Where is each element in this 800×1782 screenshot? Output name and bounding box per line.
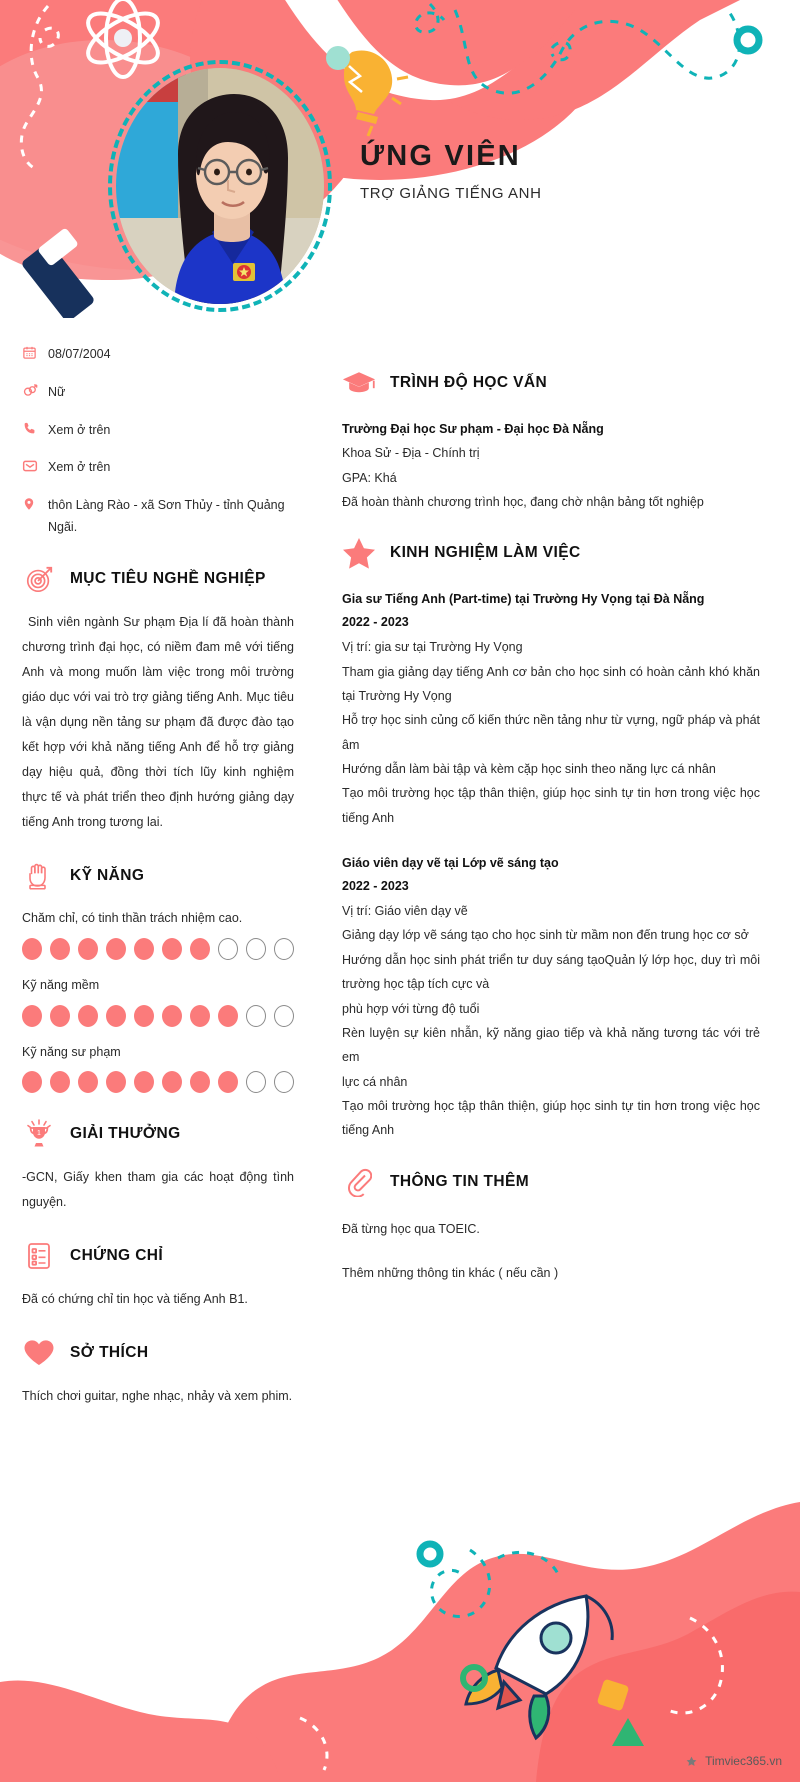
objective-text: Sinh viên ngành Sư phạm Địa lí đã hoàn thành chương trình đại học, có niềm đam mê với tiếng Anh và mong muốn làm việc trong môi trường giáo dục với vai trò trợ giảng tiếng Anh. Mục tiêu là vận dụng nền tảng sư phạm đã được đào tạo kết hợp với khả năng tiếng Anh để hỗ trợ giảng dạy hiệu quả, đồng thời tích lũy kinh nghiệm thực tế và phát triển theo định hướng giảng dạy tiếng Anh trong tương lai. — [22, 615, 294, 829]
experience-line: Vị trí: Giáo viên dạy vẽ — [342, 904, 468, 918]
awards-text: -GCN, Giấy khen tham gia các hoạt động tình nguyện. — [22, 1170, 294, 1210]
footer-teal-ring — [420, 1544, 440, 1564]
rating-dot-filled — [106, 938, 126, 960]
rating-dot-empty — [274, 938, 294, 960]
section-education-header — [342, 366, 760, 400]
rating-dot-filled — [22, 1071, 42, 1093]
experience-entry — [342, 588, 760, 830]
rating-dot-empty — [246, 1071, 266, 1093]
cv-body — [0, 318, 800, 1409]
rating-dot-filled — [22, 1005, 42, 1027]
contact-address-text: thôn Làng Rào - xã Sơn Thủy - tỉnh Quảng Ngãi. — [48, 498, 285, 534]
experience-line: Vị trí: gia sư tại Trường Hy Vọng — [342, 640, 523, 655]
dashed-swirl-left — [21, 6, 58, 168]
education-note: Đã hoàn thành chương trình học, đang chờ nhận bảng tốt nghiệp — [342, 494, 704, 509]
skill-rating — [22, 1071, 294, 1093]
section-experience-title: KINH NGHIỆM LÀM VIỆC — [390, 544, 581, 562]
experience-line: lực cá nhân — [342, 1074, 408, 1089]
rating-dot-filled — [190, 1005, 210, 1027]
rating-dot-filled — [162, 1005, 182, 1027]
experience-line: Tạo môi trường học tập thân thiện, giúp học sinh tự tin hơn trong việc học tiếng Anh — [342, 1099, 760, 1138]
experience-entry — [342, 852, 760, 1143]
experience-line: Hướng dẫn học sinh phát triển tư duy sáng tạoQuản lý lớp học, duy trì môi trường học tập tích cực và — [342, 952, 760, 992]
rating-dot-filled — [106, 1005, 126, 1027]
skill-item — [22, 974, 294, 1027]
certificates-text: Đã có chứng chỉ tin học và tiếng Anh B1. — [22, 1292, 248, 1307]
rating-dot-filled — [190, 1071, 210, 1093]
section-awards-title: GIẢI THƯỞNG — [70, 1125, 181, 1143]
calendar-icon — [22, 344, 48, 365]
experience-line: Giảng dạy lớp vẽ sáng tạo cho học sinh từ mầm non đến trung học cơ sở — [342, 928, 749, 943]
gender-icon — [22, 382, 48, 404]
rating-dot-filled — [134, 938, 154, 960]
rating-dot-filled — [162, 938, 182, 960]
target-icon — [22, 562, 56, 596]
section-certificates-title: CHỨNG CHỈ — [70, 1247, 164, 1265]
experience-line: Tham gia giảng dạy tiếng Anh cơ bản cho học sinh có hoàn cảnh khó khăn tại Trường Hy Vọng — [342, 664, 760, 703]
heart-icon — [22, 1336, 56, 1370]
education-entry — [342, 418, 760, 514]
skill-label: Chăm chỉ, có tinh thần trách nhiệm cao. — [22, 911, 243, 925]
education-gpa: GPA: Khá — [342, 470, 397, 485]
phone-icon — [22, 420, 48, 441]
rating-dot-filled — [218, 1005, 238, 1027]
experience-line: Hướng dẫn làm bài tập và kèm cặp học sinh theo năng lực cá nhân — [342, 762, 716, 776]
rating-dot-empty — [246, 1005, 266, 1027]
section-hobbies-title: SỞ THÍCH — [70, 1344, 149, 1362]
cv-footer — [0, 1382, 800, 1782]
right-column — [330, 318, 800, 1409]
additional-line-1: Đã từng học qua TOEIC. — [342, 1221, 480, 1236]
footer-decorations — [0, 1382, 800, 1782]
brand-icon — [685, 1755, 698, 1768]
education-school: Trường Đại học Sư phạm - Đại học Đà Nẵng — [342, 422, 604, 436]
rating-dot-filled — [134, 1071, 154, 1093]
rating-dot-filled — [162, 1071, 182, 1093]
skill-item — [22, 907, 294, 960]
rating-dot-empty — [218, 938, 238, 960]
rating-dot-empty — [246, 938, 266, 960]
footer-brand-text: Timviec365.vn — [705, 1754, 782, 1768]
contact-address — [22, 495, 294, 538]
section-certificates-header — [22, 1239, 294, 1273]
section-awards-header — [22, 1117, 294, 1151]
section-additional-title: THÔNG TIN THÊM — [390, 1172, 530, 1190]
experience-title: Gia sư Tiếng Anh (Part-time) tại Trường Hy Vọng tại Đà Nẵng — [342, 592, 705, 607]
rating-dot-filled — [22, 938, 42, 960]
experience-date: 2022 - 2023 — [342, 615, 409, 630]
contact-phone — [22, 420, 294, 442]
avatar — [108, 60, 332, 312]
section-objective-title: MỤC TIÊU NGHỀ NGHIỆP — [70, 570, 266, 587]
candidate-name: ỨNG VIÊN — [360, 140, 521, 172]
paperclip-icon — [342, 1165, 376, 1199]
hobbies-text: Thích chơi guitar, nghe nhạc, nhảy và xem phim. — [22, 1389, 293, 1404]
rating-dot-filled — [78, 1005, 98, 1027]
contact-dob — [22, 344, 294, 366]
graduation-cap-icon — [342, 366, 376, 400]
experience-date: 2022 - 2023 — [342, 879, 409, 894]
left-column — [0, 318, 330, 1409]
additional-line-2: Thêm những thông tin khác ( nếu cần ) — [342, 1266, 559, 1281]
rating-dot-filled — [106, 1071, 126, 1093]
experience-line: phù hợp với từng độ tuổi — [342, 1001, 480, 1016]
rating-dot-filled — [50, 1005, 70, 1027]
skill-item — [22, 1041, 294, 1094]
additional-entry — [342, 1217, 760, 1286]
experience-title: Giáo viên dạy vẽ tại Lớp vẽ sáng tạo — [342, 856, 559, 871]
experience-line: Tạo môi trường học tập thân thiện, giúp học sinh tự tin hơn trong việc học tiếng Anh — [342, 786, 760, 825]
section-hobbies-header — [22, 1336, 294, 1370]
location-icon — [22, 495, 48, 517]
skill-label: Kỹ năng sư phạm — [22, 1044, 121, 1059]
skill-rating — [22, 938, 294, 960]
contact-email-text: Xem ở trên — [48, 460, 111, 474]
cv-header — [0, 0, 800, 318]
section-education-title: TRÌNH ĐỘ HỌC VẤN — [390, 374, 548, 391]
name-block — [360, 140, 542, 202]
rating-dot-empty — [274, 1005, 294, 1027]
education-faculty: Khoa Sử - Địa - Chính trị — [342, 446, 480, 461]
contact-dob-text: 08/07/2004 — [48, 347, 111, 361]
email-icon — [22, 457, 48, 479]
hand-icon — [22, 859, 56, 893]
experience-line: Rèn luyện sự kiên nhẫn, kỹ năng giao tiếp và khả năng tương tác với trẻ em — [342, 1025, 760, 1065]
contact-email — [22, 457, 294, 479]
teal-ring — [737, 29, 759, 51]
contact-phone-text: Xem ở trên — [48, 422, 111, 437]
rating-dot-filled — [134, 1005, 154, 1027]
section-additional-header — [342, 1165, 760, 1199]
footer-brand — [685, 1754, 782, 1768]
star-icon — [342, 536, 376, 570]
trophy-icon — [22, 1117, 56, 1151]
section-skills-header — [22, 859, 294, 893]
rating-dot-filled — [78, 1071, 98, 1093]
rating-dot-filled — [50, 938, 70, 960]
candidate-role: TRỢ GIẢNG TIẾNG ANH — [360, 185, 542, 202]
skill-label: Kỹ năng mềm — [22, 977, 100, 992]
section-experience-header — [342, 536, 760, 570]
contact-gender-text: Nữ — [48, 384, 66, 399]
svg-text:1: 1 — [37, 1130, 41, 1138]
avatar-ring — [108, 60, 332, 312]
section-objective-header — [22, 562, 294, 596]
rating-dot-filled — [190, 938, 210, 960]
skill-rating — [22, 1005, 294, 1027]
certificate-icon — [22, 1239, 56, 1273]
pencil-icon — [20, 227, 96, 318]
contact-gender — [22, 382, 294, 404]
rating-dot-filled — [218, 1071, 238, 1093]
experience-line: Hỗ trợ học sinh củng cố kiến thức nền tảng như từ vựng, ngữ pháp và phát âm — [342, 713, 760, 752]
rating-dot-filled — [78, 938, 98, 960]
section-skills-title: KỸ NĂNG — [70, 867, 145, 884]
rating-dot-empty — [274, 1071, 294, 1093]
rating-dot-filled — [50, 1071, 70, 1093]
